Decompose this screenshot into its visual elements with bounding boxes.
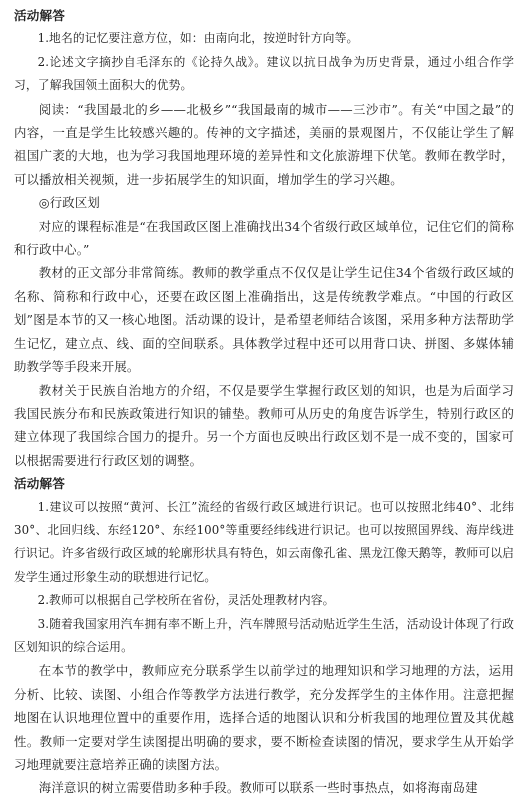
- body-paragraph: 海洋意识的树立需要借助多种手段。教师可以联系一些时事热点，如将海南岛建: [38, 780, 478, 796]
- answer-paragraph: 3.随着我国家用汽车拥有率不断上升，汽车牌照号活动贴近学生生活，活动设计体现了行政区划知识的综合运用。: [14, 616, 514, 654]
- answer-paragraph: 1.建议可以按照“黄河、长江”流经的省级行政区域进行识记。也可以按照北纬40°、北纬30°、北回归线、东经120°、东经100°等重要经纬线进行识记。也可以按照国界线、海岸线进行识记。许多省级行政区域的轮廓形状具有特色，如云南像孔雀、黑龙江像天鹅等，教师可以启发学生通过形象生动的联想进行记忆。: [14, 499, 514, 584]
- answer-paragraph: 2.论述文字摘抄自毛泽东的《论持久战》。建议以抗日战争为历史背景，通过小组合作学习，了解我国领土面积大的优势。: [14, 54, 514, 93]
- body-paragraph: 在本节的教学中，教师应充分联系学生以前学过的地理知识和学习地理的方法，运用分析、比较、读图、小组合作等教学方法进行教学，充分发挥学生的主体作用。注意把握地图在认识地理位置中的重要作用，选择合适的地图认识和分析我国的地理位置及其优越性。教师一定要对学生读图提出明确的要求，要不断检查读图的情况，要求学生从开始学习地理就要注意培养正确的读图方法。: [14, 663, 514, 772]
- section-heading-activity-answers: 活动解答: [14, 8, 65, 23]
- body-paragraph: 教材的正文部分非常简练。教师的教学重点不仅仅是让学生记住34个省级行政区域的名称、简称和行政中心，还要在政区图上准确指出，这是传统教学难点。“中国的行政区划”图是本节的又一核心地图。活动课的设计，是希望老师结合该图，采用多种方法帮助学生记忆，建立点、线、面的空间联系。具体教学过程中还可以用背口诀、拼图、多媒体辅助教学等手段来开展。: [14, 265, 514, 375]
- section-heading-administrative-divisions: ◎行政区划: [38, 195, 100, 211]
- answer-paragraph: 1.地名的记忆要注意方位，如：由南向北，按逆时针方向等。: [37, 31, 359, 46]
- body-paragraph: 教材关于民族自治地方的介绍，不仅是要学生掌握行政区划的知识，也是为后面学习我国民族分布和民族政策进行知识的铺垫。教师可从历史的角度告诉学生，特别行政区的建立体现了我国综合国力的提升。另一个方面也反映出行政区划不是一成不变的，国家可以根据需要进行行政区划的调整。: [14, 382, 514, 468]
- reading-paragraph: 阅读：“我国最北的乡——北极乡”“我国最南的城市——三沙市”。有关“中国之最”的内容，一直是学生比较感兴趣的。传神的文字描述，美丽的景观图片，不仅能让学生了解祖国广袤的大地，也为学习我国地理环境的差异性和文化旅游埋下伏笔。教师在教学时，可以播放相关视频，进一步拓展学生的知识面，增加学生的学习兴趣。: [14, 101, 514, 187]
- section-heading-activity-answers: 活动解答: [14, 476, 65, 492]
- answer-paragraph: 2.教师可以根据自己学校所在省份，灵活处理教材内容。: [37, 593, 335, 608]
- body-paragraph: 对应的课程标准是“在我国政区图上准确找出34个省级行政区域单位，记住它们的简称和行政中心。”: [14, 218, 514, 258]
